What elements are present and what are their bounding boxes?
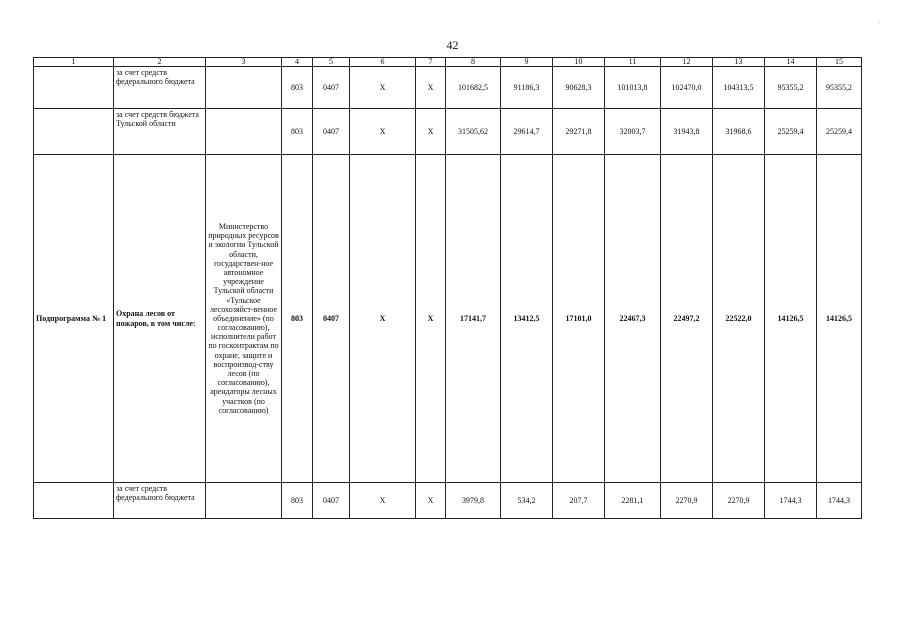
cell-value: 31943,8 xyxy=(661,109,713,155)
cell-code: X xyxy=(350,67,416,109)
cell-value: 17141,7 xyxy=(446,155,501,483)
cell-program xyxy=(34,483,114,519)
column-header: 14 xyxy=(765,58,817,67)
corner-mark: · xyxy=(878,18,881,27)
cell-code: 0407 xyxy=(313,483,350,519)
cell-code: X xyxy=(416,483,446,519)
budget-table xyxy=(33,57,862,519)
cell-code: 0407 xyxy=(313,155,350,483)
cell-code: 803 xyxy=(282,483,313,519)
cell-value: 534,2 xyxy=(501,483,553,519)
cell-value: 101013,8 xyxy=(605,67,661,109)
cell-value: 32003,7 xyxy=(605,109,661,155)
cell-code: X xyxy=(416,155,446,483)
column-header: 7 xyxy=(416,58,446,67)
cell-code: 803 xyxy=(282,67,313,109)
column-header: 4 xyxy=(282,58,313,67)
cell-code: X xyxy=(416,109,446,155)
cell-value: 22522,0 xyxy=(713,155,765,483)
cell-value: 2281,1 xyxy=(605,483,661,519)
column-header: 9 xyxy=(501,58,553,67)
table-row xyxy=(34,109,862,155)
column-header: 6 xyxy=(350,58,416,67)
cell-code: X xyxy=(416,67,446,109)
table-row xyxy=(34,155,862,483)
cell-value: 13412,5 xyxy=(501,155,553,483)
cell-program xyxy=(34,109,114,155)
column-header: 10 xyxy=(553,58,605,67)
cell-value: 2270,9 xyxy=(713,483,765,519)
cell-code: X xyxy=(350,109,416,155)
cell-value: 17101,0 xyxy=(553,155,605,483)
cell-value: 29271,8 xyxy=(553,109,605,155)
table-row xyxy=(34,67,862,109)
cell-value: 95355,2 xyxy=(765,67,817,109)
cell-value: 95355,2 xyxy=(817,67,862,109)
cell-value: 90628,3 xyxy=(553,67,605,109)
cell-value: 22467,3 xyxy=(605,155,661,483)
cell-value: 1744,3 xyxy=(765,483,817,519)
cell-value: 25259,4 xyxy=(817,109,862,155)
cell-executor: Министерство природных ресурсов и экологии Тульской области, государствен-ное автономное учреждение Тульской области «Тульское лесохозяйст-венное объединение» (по согласованию), исполнители работ по госконтрактам по охране, защите и воспроизвод-ству лесов (по согласованию), арендаторы лесных участков (по согласованию) xyxy=(206,155,282,483)
cell-funding-source: за счет средств бюджета Тульской области xyxy=(114,109,206,155)
column-header: 2 xyxy=(114,58,206,67)
cell-code: 803 xyxy=(282,155,313,483)
cell-value: 91186,3 xyxy=(501,67,553,109)
cell-value: 101682,5 xyxy=(446,67,501,109)
cell-value: 102470,0 xyxy=(661,67,713,109)
cell-value: 14126,5 xyxy=(765,155,817,483)
cell-funding-source: за счет средств федерального бюджета xyxy=(114,483,206,519)
column-header: 12 xyxy=(661,58,713,67)
column-header: 11 xyxy=(605,58,661,67)
column-header: 13 xyxy=(713,58,765,67)
cell-value: 22497,2 xyxy=(661,155,713,483)
cell-value: 2270,9 xyxy=(661,483,713,519)
cell-value: 31505,62 xyxy=(446,109,501,155)
column-header: 1 xyxy=(34,58,114,67)
cell-value: 104313,5 xyxy=(713,67,765,109)
column-header: 3 xyxy=(206,58,282,67)
cell-value: 31968,6 xyxy=(713,109,765,155)
cell-code: 0407 xyxy=(313,67,350,109)
column-header: 5 xyxy=(313,58,350,67)
cell-executor xyxy=(206,67,282,109)
cell-value: 29614,7 xyxy=(501,109,553,155)
cell-code: X xyxy=(350,155,416,483)
table-row xyxy=(34,483,862,519)
cell-funding-source: за счет средств федерального бюджета xyxy=(114,67,206,109)
cell-value: 1744,3 xyxy=(817,483,862,519)
cell-value: 14126,5 xyxy=(817,155,862,483)
cell-program: Подпрограмма № 1 xyxy=(34,155,114,483)
cell-code: X xyxy=(350,483,416,519)
cell-program-title: Охрана лесов от пожаров, в том числе: xyxy=(114,155,206,483)
cell-code: 0407 xyxy=(313,109,350,155)
page-number: 42 xyxy=(446,38,459,52)
cell-program xyxy=(34,67,114,109)
column-header: 15 xyxy=(817,58,862,67)
cell-value: 3979,8 xyxy=(446,483,501,519)
column-header: 8 xyxy=(446,58,501,67)
cell-value: 25259,4 xyxy=(765,109,817,155)
cell-executor xyxy=(206,483,282,519)
cell-code: 803 xyxy=(282,109,313,155)
cell-executor xyxy=(206,109,282,155)
column-number-row xyxy=(34,58,862,67)
cell-value: 207,7 xyxy=(553,483,605,519)
